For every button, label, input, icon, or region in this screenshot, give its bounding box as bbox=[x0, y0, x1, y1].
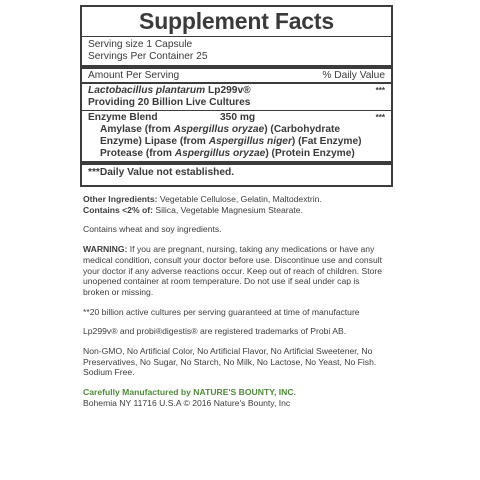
enzyme-name: Enzyme Blend bbox=[88, 112, 158, 123]
warning-label: WARNING: bbox=[83, 244, 128, 255]
enzyme-source: Aspergillus oryzae bbox=[173, 124, 265, 135]
dv-footnote: ***Daily Value not established. bbox=[88, 167, 235, 178]
enzyme-text: Amylase (from bbox=[100, 124, 174, 135]
enzyme-text: ) (Carbohydrate bbox=[264, 124, 341, 135]
divider bbox=[82, 36, 391, 37]
culture-guarantee: **20 billion active cultures per serving guaranteed at time of manufacture bbox=[83, 306, 360, 317]
ingredient-name: Lactobacillus plantarum bbox=[88, 85, 206, 96]
allergen-statement: Contains wheat and soy ingredients. bbox=[83, 224, 222, 235]
enzyme-text: ) (Fat Enzyme) bbox=[291, 136, 362, 147]
supplement-facts-panel bbox=[80, 5, 393, 187]
divider-thick bbox=[82, 161, 391, 165]
ingredient-suffix: Lp299v® bbox=[205, 85, 251, 96]
enzyme-text: Enzyme) Lipase (from bbox=[100, 136, 209, 147]
enzyme-line-3 bbox=[88, 148, 385, 160]
label-text-block bbox=[83, 194, 383, 409]
ingredient-dv: *** bbox=[375, 86, 385, 95]
enzyme-source: Aspergillus niger bbox=[208, 136, 292, 147]
enzyme-text: Protease (from bbox=[100, 148, 175, 159]
enzyme-row bbox=[88, 112, 385, 124]
contains-text: Silica, Vegetable Magnesium Stearate. bbox=[152, 204, 303, 215]
contains-label: Contains <2% of: bbox=[83, 204, 153, 215]
other-ingredients-label: Other Ingredients: bbox=[83, 194, 158, 204]
divider bbox=[82, 82, 391, 84]
amount-header: Amount Per Serving bbox=[88, 70, 180, 81]
manufacturer: Carefully Manufactured by NATURE'S BOUNTY, INC. bbox=[83, 387, 296, 398]
warning bbox=[83, 244, 383, 298]
enzyme-dv: *** bbox=[375, 113, 385, 122]
servings-per-container: Servings Per Container 25 bbox=[88, 51, 208, 62]
enzyme-text: ) (Protein Enzyme) bbox=[265, 148, 355, 159]
warning-text: If you are pregnant, nursing, taking any medications or have any medical condition, consult your doctor before use. Discontinue use and consult your doctor if any adverse reactions occur. Keep out of reach of children. Store unopened container at room temperature. Do not use if seal under cap is broken or missing. bbox=[83, 244, 383, 297]
enzyme-source: Aspergillus oryzae bbox=[174, 148, 266, 159]
panel-title: Supplement Facts bbox=[139, 8, 334, 34]
ingredient-row bbox=[88, 85, 385, 97]
address: Bohemia NY 11716 U.S.A © 2016 Nature's Bounty, Inc bbox=[83, 397, 291, 408]
divider bbox=[82, 110, 391, 111]
trademark-note: Lp299v® and probi®digestis® are registered trademarks of Probi AB. bbox=[83, 326, 347, 337]
dv-header: % Daily Value bbox=[322, 70, 385, 81]
other-ingredients bbox=[83, 194, 383, 215]
amount-header-row bbox=[88, 69, 385, 82]
manufacturer-block bbox=[83, 387, 383, 408]
enzyme-amount: 350 mg bbox=[220, 112, 256, 123]
enzyme-line-2 bbox=[88, 136, 385, 148]
ingredient-cultures: Providing 20 Billion Live Cultures bbox=[88, 97, 251, 108]
free-from-list: Non-GMO, No Artificial Color, No Artificial Flavor, No Artificial Sweetener, No Preservatives, No Sugar, No Starch, No Milk, No Lactose, No Yeast, No Fish. Sodium Free. bbox=[83, 346, 377, 378]
enzyme-line-1 bbox=[88, 124, 385, 136]
serving-size: Serving size 1 Capsule bbox=[88, 39, 193, 50]
other-ingredients-text: Vegetable Cellulose, Gelatin, Maltodextrin. bbox=[157, 194, 322, 204]
